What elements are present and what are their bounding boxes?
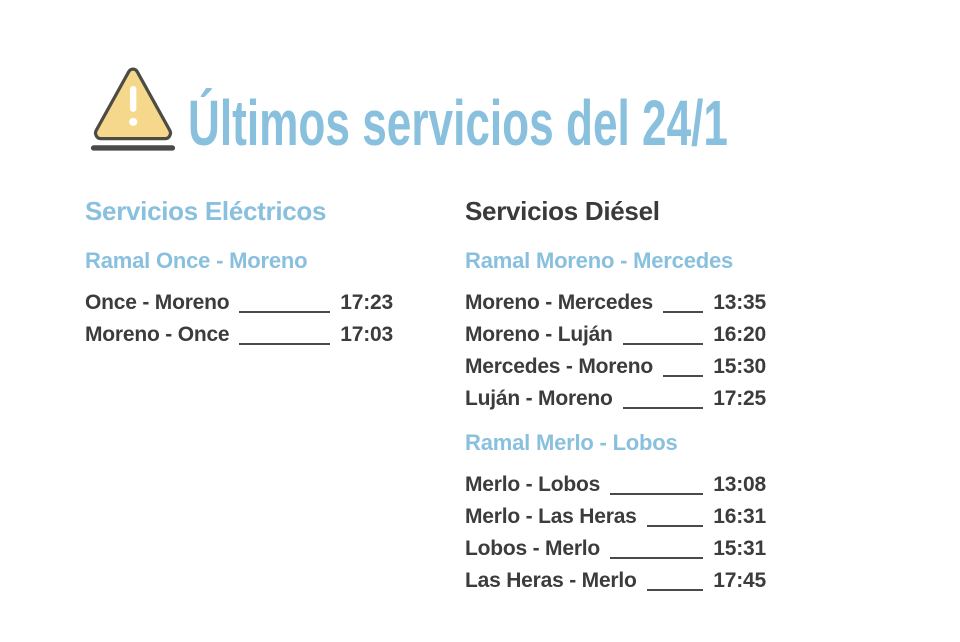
section-ramal-merlo-lobos <box>465 430 766 594</box>
warning-triangle-icon <box>89 62 177 154</box>
route-label: Merlo - Lobos <box>465 473 601 496</box>
rule-line <box>663 373 703 377</box>
rule-line <box>623 405 704 409</box>
schedule-row <box>465 536 766 562</box>
column-heading-diesel: Servicios Diésel <box>465 196 660 226</box>
ramal-heading: Ramal Once - Moreno <box>85 248 308 273</box>
route-label: Once - Moreno <box>85 291 230 314</box>
route-label: Moreno - Mercedes <box>465 291 653 314</box>
departure-time: 17:25 <box>713 387 766 410</box>
column-heading-electric: Servicios Eléctricos <box>85 196 327 226</box>
route-label: Lobos - Merlo <box>465 537 601 560</box>
departure-time: 17:45 <box>713 569 766 592</box>
rule-line <box>663 309 703 313</box>
departure-time: 16:20 <box>713 323 766 346</box>
schedule-row <box>465 290 766 316</box>
schedule-row <box>465 568 766 594</box>
departure-time: 15:31 <box>713 537 766 560</box>
schedule-row <box>85 290 393 316</box>
route-label: Moreno - Once <box>85 323 230 346</box>
route-label: Moreno - Luján <box>465 323 613 346</box>
departure-time: 16:31 <box>713 505 766 528</box>
section-ramal-once-moreno <box>85 248 393 348</box>
schedule-row <box>465 472 766 498</box>
rule-line <box>647 587 704 591</box>
departure-time: 13:35 <box>713 291 766 314</box>
rule-line <box>239 341 330 345</box>
departure-time: 17:03 <box>340 323 393 346</box>
column-electric-services <box>85 196 393 354</box>
departure-time: 15:30 <box>713 355 766 378</box>
ramal-heading: Ramal Moreno - Mercedes <box>465 248 734 273</box>
schedule-row <box>465 322 766 348</box>
schedule-row <box>465 504 766 530</box>
route-label: Las Heras - Merlo <box>465 569 637 592</box>
schedule-row <box>465 354 766 380</box>
departure-time: 13:08 <box>713 473 766 496</box>
schedule-row <box>465 386 766 412</box>
rule-line <box>610 491 703 495</box>
section-ramal-moreno-mercedes <box>465 248 766 412</box>
rule-line <box>623 341 704 345</box>
route-label: Mercedes - Moreno <box>465 355 653 378</box>
rule-line <box>610 555 703 559</box>
route-label: Merlo - Las Heras <box>465 505 637 528</box>
rule-line <box>239 309 330 313</box>
departure-time: 17:23 <box>340 291 393 314</box>
rule-line <box>647 523 704 527</box>
page-title: Últimos servicios del 24/1 <box>188 87 728 159</box>
route-label: Luján - Moreno <box>465 387 613 410</box>
column-diesel-services <box>465 196 766 600</box>
schedule-row <box>85 322 393 348</box>
ramal-heading: Ramal Merlo - Lobos <box>465 430 678 455</box>
